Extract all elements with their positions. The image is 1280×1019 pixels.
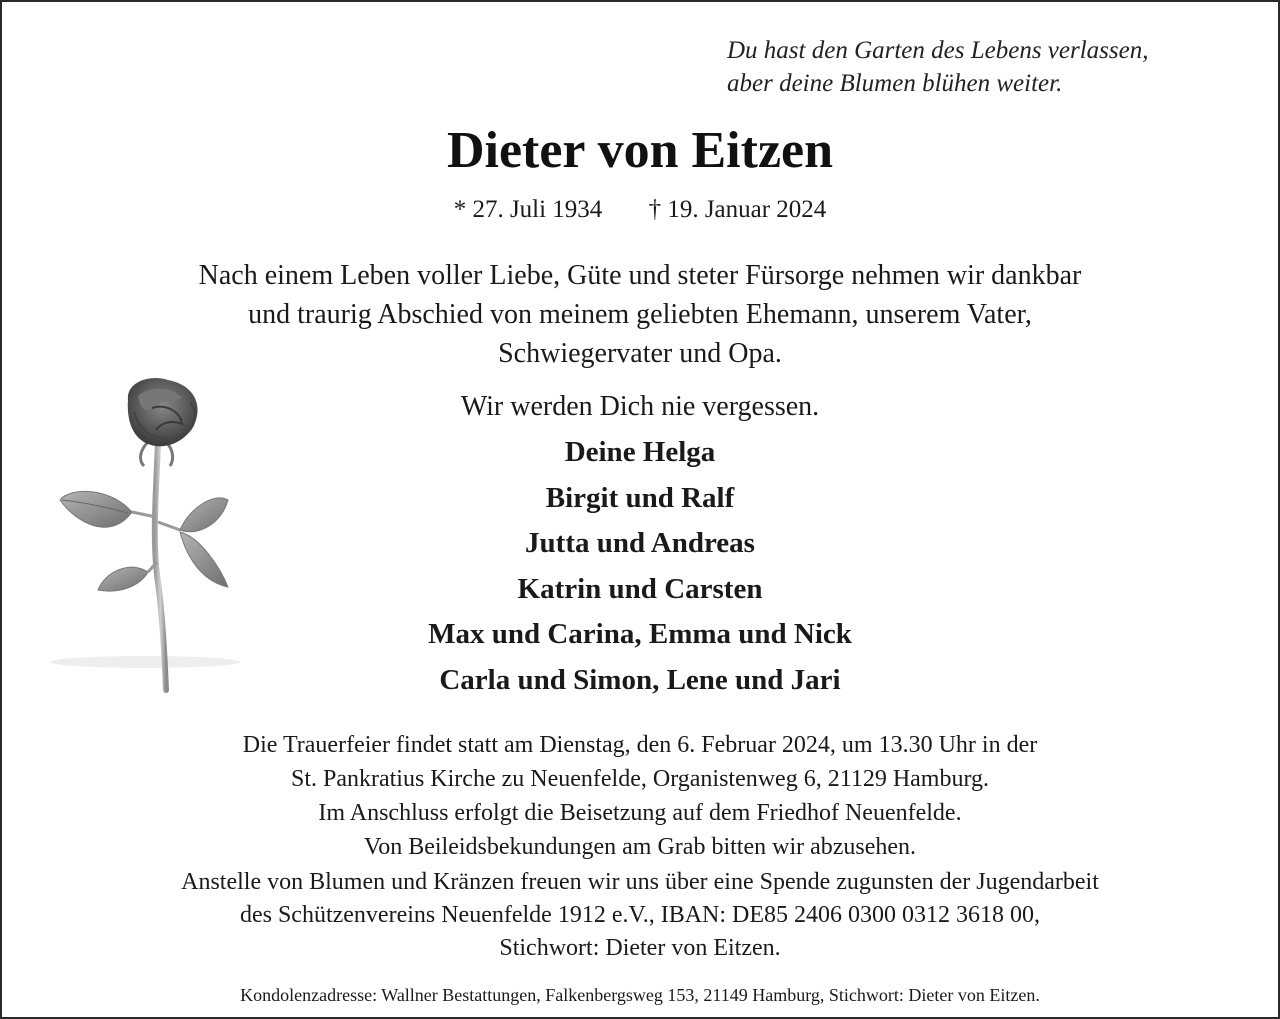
ceremony-info bbox=[0, 728, 1280, 864]
family-member: Katrin und Carsten bbox=[517, 572, 763, 605]
death-date: † 19. Januar 2024 bbox=[648, 196, 827, 223]
intro-line: Schwiegervater und Opa. bbox=[498, 338, 782, 369]
donation-line: Stichwort: Dieter von Eitzen. bbox=[499, 935, 781, 961]
donation-line: des Schützenvereins Neuenfelde 1912 e.V., IBAN: DE85 2406 0300 0312 3618 00, bbox=[239, 902, 1041, 928]
family-member: Deine Helga bbox=[564, 436, 716, 468]
family-member: Carla und Simon, Lene und Jari bbox=[439, 663, 841, 696]
ceremony-line: Von Beileidsbekundungen am Grab bitten wir abzusehen. bbox=[363, 834, 917, 860]
intro-line: und traurig Abschied von meinem geliebten Ehemann, unserem Vater, bbox=[248, 299, 1032, 330]
donation-info bbox=[0, 866, 1280, 965]
ceremony-line: St. Pankratius Kirche zu Neuenfelde, Organistenweg 6, 21129 Hamburg. bbox=[290, 766, 990, 792]
intro-text bbox=[0, 256, 1280, 373]
ceremony-line: Im Anschluss erfolgt die Beisetzung auf dem Friedhof Neuenfelde. bbox=[318, 800, 962, 826]
rose-icon bbox=[40, 372, 260, 702]
birth-date: * 27. Juli 1934 bbox=[453, 196, 603, 223]
donation-line: Anstelle von Blumen und Kränzen freuen wir uns über eine Spende zugunsten der Jugendarbeit bbox=[181, 869, 1099, 895]
life-dates bbox=[0, 193, 1280, 227]
deceased-name: Dieter von Eitzen bbox=[446, 122, 834, 179]
motto-quote bbox=[727, 34, 1148, 100]
family-member: Birgit und Ralf bbox=[545, 481, 735, 514]
motto-line-2: aber deine Blumen blühen weiter. bbox=[727, 70, 1063, 97]
family-member: Max und Carina, Emma und Nick bbox=[428, 618, 852, 650]
family-member: Jutta und Andreas bbox=[525, 527, 755, 559]
motto-line-1: Du hast den Garten des Lebens verlassen, bbox=[727, 37, 1149, 64]
intro-line: Nach einem Leben voller Liebe, Güte und steter Fürsorge nehmen wir dankbar bbox=[198, 260, 1082, 291]
condolence-address: Kondolenzadresse: Wallner Bestattungen, Falkenbergsweg 153, 21149 Hamburg, Stichwort: Dieter von Eitzen. bbox=[240, 985, 1040, 1005]
never-forget-text: Wir werden Dich nie vergessen. bbox=[460, 391, 820, 422]
ceremony-line: Die Trauerfeier findet statt am Dienstag, den 6. Februar 2024, um 13.30 Uhr in der bbox=[242, 732, 1038, 758]
